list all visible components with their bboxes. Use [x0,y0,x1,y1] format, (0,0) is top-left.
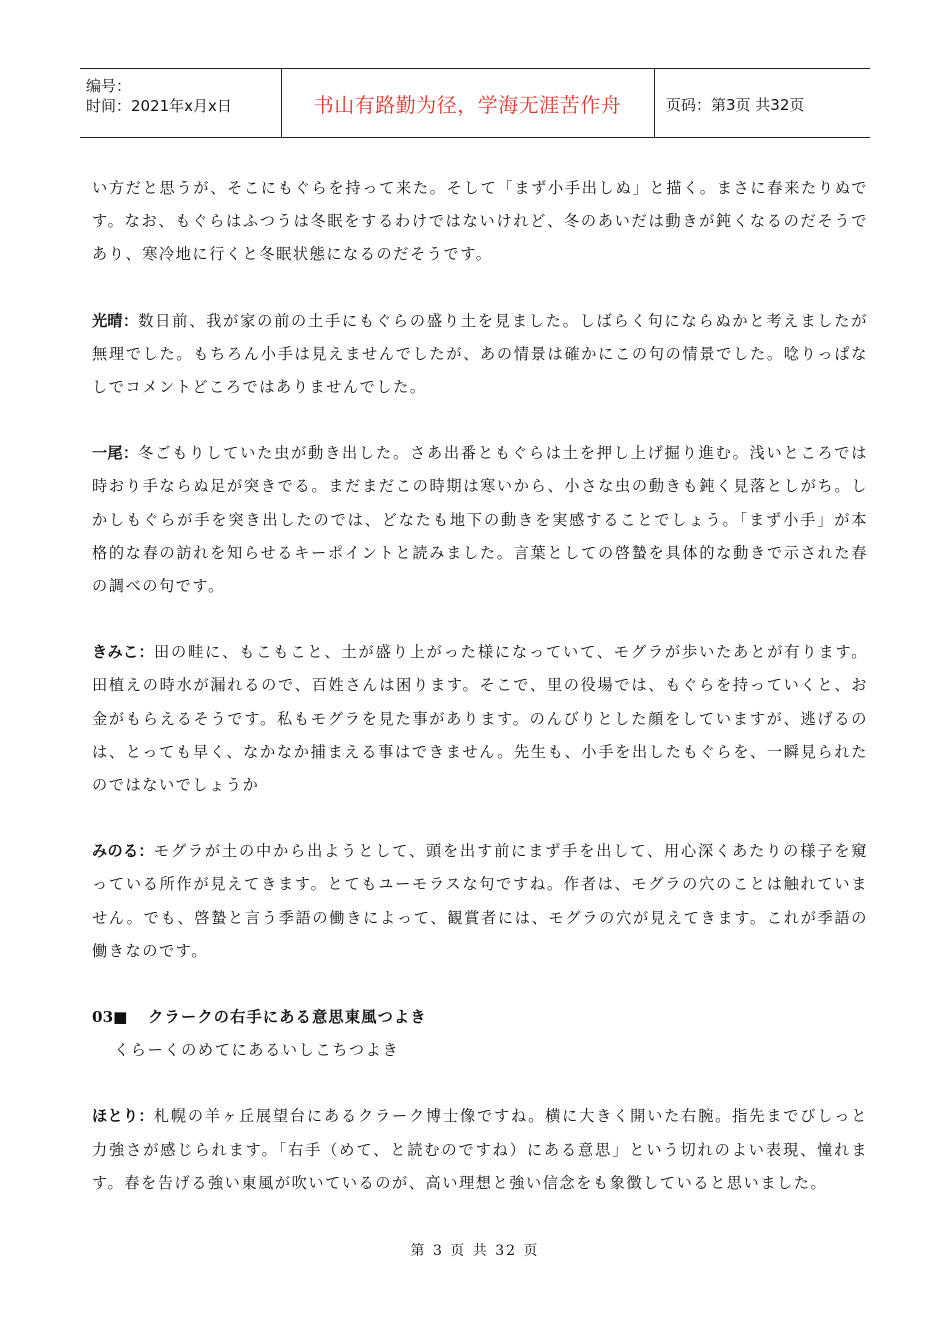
comment-text: モグラが土の中から出ようとして、頭を出す前にまず手を出して、用心深くあたりの様子を窺っている所作が見えてきます。とてもユーモラスな句ですね。作者は、モグラの穴のことは触れていません。でも、啓蟄と言う季語の働きによって、観賞者には、モグラの穴が見えてきます。これが季語の働きなのです。 [92,842,869,960]
header-motto: 书山有路勤为径，学海无涯苦作舟 [313,93,622,117]
comment-text: 数日前、我が家の前の土手にもぐらの盛り土を見ました。しばらく句にならぬかと考えましたが無理でした。もちろん小手は見えませんでしたが、あの情景は確かにこの句の情景でした。唸りっぱなしでコメントどころではありませんでした。 [92,311,868,397]
section-marker-icon: ■ [113,1008,129,1027]
page-header [80,68,870,138]
comment-text: 札幌の羊ヶ丘展望台にあるクラーク博士像ですね。横に大きく開いた右腕。指先までびしっと力強さが感じられます。「右手（めて、と読むのですね）にある意思」という切れのよい表現、憧れます。春を告げる強い東風が吹いているのが、高い理想と強い信念をも象徴していると思いました。 [92,1107,868,1192]
comment-paragraph [92,305,868,405]
document-date: 时间：2021年x月x日 [86,97,232,115]
document-number-label: 编号： [86,77,132,95]
haiku-number: 03 [92,1008,114,1027]
comment-text: 田の畦に、もこもこと、土が盛り上がった様になっていて、モグラが歩いたあとが有ります。田植えの時水が漏れるので、百姓さんは困ります。そこで、里の役場では、もぐらを持っていくと、お金がもらえるそうです。私もモグラを見た事があります。のんびりとした顔をしていますが、逃げるのは、とっても早く、なかなか捕まえる事はできません。先生も、小手を出したもぐらを、一瞬見られたのではないでしょうか [92,643,868,795]
comment-paragraph [92,437,868,603]
comment-speaker: みのる： [92,842,154,861]
comment-paragraph [92,636,868,802]
haiku-reading: くらーくのめてにあるいしこちつよき [114,1041,400,1060]
comment-speaker: きみこ： [92,643,154,662]
page-footer: 第 3 页 共 32 页 [410,1243,540,1259]
comment-text: 冬ごもりしていた虫が動き出した。さあ出番ともぐらは土を押し上げ掘り進む。浅いところでは時おり手ならぬ足が突きでる。まだまだこの時期は寒いから、小さな虫の動きも鈍く見落としがち。しかしもぐらが手を突き出したのでは、どなたも地下の動きを実感することでしょう。「まず小手」が本格的な春の訪れを知らせるキーポイントと読みました。言葉としての啓蟄を具体的な動きで示された春の調べの句です。 [92,444,869,596]
header-motto-cell [281,69,655,137]
header-page-cell [654,69,870,137]
header-meta-cell [80,69,282,137]
intro-paragraph: い方だと思うが、そこにもぐらを持って来た。そして「まず小手出しぬ」と描く。まさに春来たりぬです。なお、もぐらはふつうは冬眠をするわけではないけれど、冬のあいだは動きが鈍くなるのだそうであり、寒冷地に行くと冬眠状態になるのだそうです。 [92,179,868,264]
document-body [92,172,868,1200]
comment-speaker: 光晴： [92,311,139,330]
haiku-section-title [92,1001,868,1034]
comment-paragraph [92,835,868,968]
comment-speaker: 一尾： [92,444,139,463]
comment-speaker: ほとり： [92,1107,154,1126]
haiku-text: クラークの右手にある意思東風つよき [148,1008,427,1027]
comment-paragraph [92,1100,868,1200]
header-page-info: 页码：第3页 共32页 [666,96,805,114]
